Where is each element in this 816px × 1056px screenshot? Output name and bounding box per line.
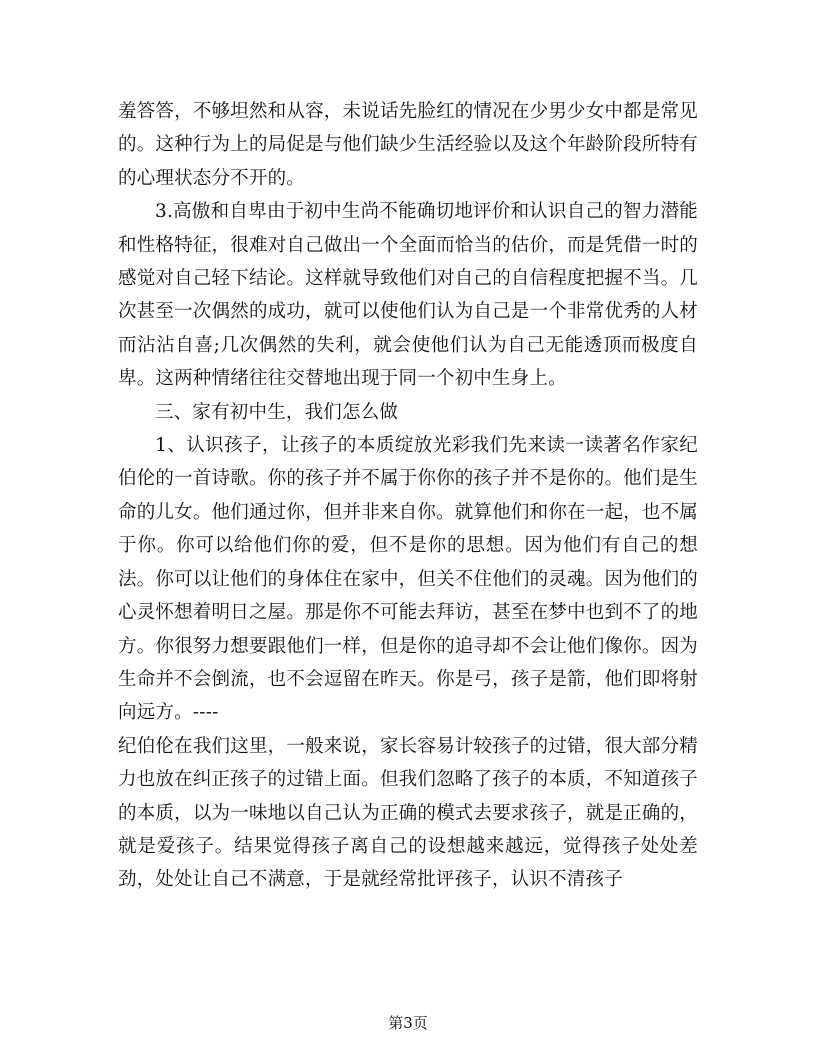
page-number: 第3页: [388, 1014, 428, 1032]
paragraph-know-your-child: 1、认识孩子，让孩子的本质绽放光彩我们先来读一读著名作家纪伯伦的一首诗歌。你的孩子并不属于你你的孩子并不是你的。他们是生命的儿女。他们通过你，但并非来自你。就算他们和你在一起，也不属于你。你可以给他们你的爱，但不是你的思想。因为他们有自己的想法。你可以让他们的身体住在家中，但关不住他们的灵魂。因为他们的心灵怀想着明日之屋。那是你不可能去拜访，甚至在梦中也到不了的地方。你很努力想要跟他们一样，但是你的追寻却不会让他们像你。因为生命并不会倒流，也不会逗留在昨天。你是弓，孩子是箭，他们即将射向远方。----: [118, 435, 698, 724]
paragraph-continuation: 羞答答，不够坦然和从容，未说话先脸红的情况在少男少女中都是常见的。这种行为上的局促是与他们缺少生活经验以及这个年龄阶段所特有的心理状态分不开的。: [118, 101, 698, 189]
paragraph-arrogance-inferiority: 3.高傲和自卑由于初中生尚不能确切地评价和认识自己的智力潜能和性格特征，很难对自己做出一个全面而恰当的估价，而是凭借一时的感觉对自己轻下结论。这样就导致他们对自己的自信程度把握不当。几次甚至一次偶然的成功，就可以使他们认为自己是一个非常优秀的人材而沾沾自喜;几次偶然的失利，就会使他们认为自己无能透顶而极度自卑。这两种情绪往往交替地出现于同一个初中生身上。: [118, 201, 698, 390]
section-heading: 三、家有初中生，我们怎么做: [155, 401, 399, 423]
document-body: [118, 95, 698, 897]
paragraph-gibran-commentary: 纪伯伦在我们这里，一般来说，家长容易计较孩子的过错，很大部分精力也放在纠正孩子的过错上面。但我们忽略了孩子的本质，不知道孩子的本质，以为一味地以自己认为正确的模式去要求孩子，就是正确的，就是爱孩子。结果觉得孩子离自己的设想越来越远，觉得孩子处处差劲，处处让自己不满意，于是就经常批评孩子，认识不清孩子: [118, 735, 698, 891]
